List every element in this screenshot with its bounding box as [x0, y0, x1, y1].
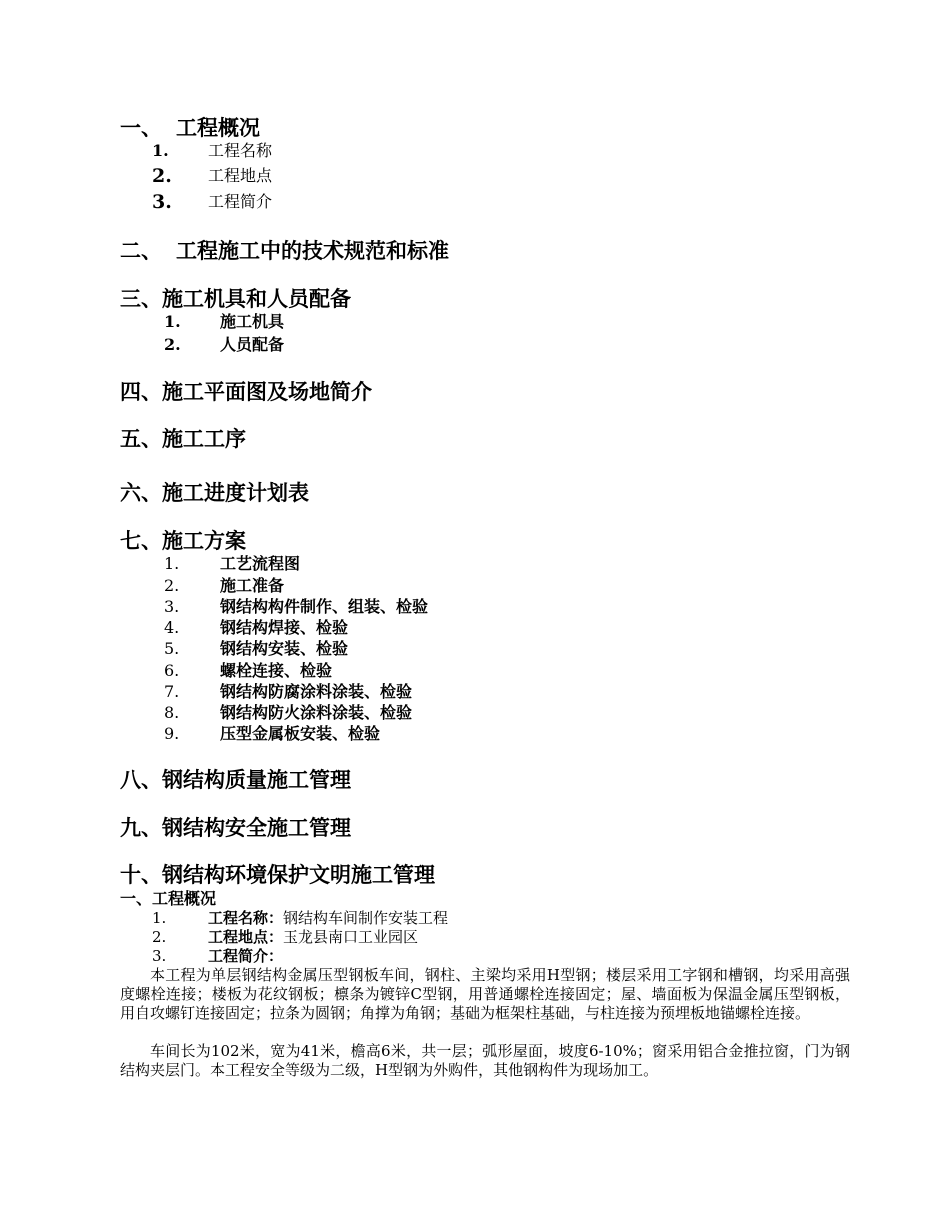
toc-heading-1	[120, 115, 260, 141]
toc-heading-6	[120, 480, 309, 506]
toc-heading-5	[120, 426, 246, 452]
toc-item-number: 7.	[164, 682, 180, 701]
toc-item-number: 2.	[164, 576, 180, 595]
toc-heading-7	[120, 528, 246, 554]
project-name-value: 钢结构车间制作安装工程	[283, 909, 449, 927]
toc-heading-title: 钢结构质量施工管理	[162, 767, 351, 792]
toc-heading-title: 钢结构环境保护文明施工管理	[162, 862, 435, 887]
toc-item-number: 2.	[152, 165, 172, 187]
toc-heading-title: 钢结构安全施工管理	[162, 815, 351, 840]
item-label	[208, 928, 418, 947]
toc-item-label: 钢结构焊接、检验	[220, 618, 349, 637]
toc-item-label: 人员配备	[220, 335, 285, 354]
intro-paragraph-1: 本工程为单层钢结构金属压型钢板车间，钢柱、主梁均采用H型钢；楼层采用工字钢和槽钢，均采用高强度螺栓连接；楼板为花纹钢板；檩条为镀锌C型钢，用普通螺栓连接固定；屋、墙面板为保温金属压型钢板，用自攻螺钉连接固定；拉条为圆钢；角撑为角钢；基础为框架柱基础，与柱连接为预埋板地锚螺栓连接。	[120, 966, 850, 1022]
toc-heading-9	[120, 815, 351, 841]
toc-heading-number: 二、	[120, 238, 162, 263]
toc-item-number: 8.	[164, 703, 180, 722]
toc-item-label: 施工准备	[220, 576, 285, 595]
toc-heading-number: 十、	[120, 862, 162, 887]
toc-item-label: 钢结构安装、检验	[220, 639, 349, 658]
toc-item-label: 钢结构构件制作、组装、检验	[220, 597, 429, 616]
toc-heading-number: 八、	[120, 767, 162, 792]
item-number: 2.	[152, 928, 167, 946]
toc-item-number: 1.	[164, 312, 181, 331]
toc-heading-title: 施工工序	[162, 426, 246, 451]
toc-item-number: 3.	[152, 191, 172, 213]
toc-item-label: 压型金属板安装、检验	[220, 724, 381, 743]
item-number: 1.	[152, 909, 167, 927]
toc-heading-title: 施工平面图及场地简介	[162, 379, 372, 404]
toc-heading-10	[120, 862, 435, 888]
toc-item-label: 工程名称	[208, 141, 273, 160]
toc-heading-4	[120, 379, 372, 405]
toc-item-label: 工程简介	[208, 192, 273, 211]
toc-heading-3	[120, 286, 351, 312]
project-name-label: 工程名称：	[208, 909, 284, 927]
toc-item-number: 9.	[164, 724, 180, 743]
toc-heading-8	[120, 767, 351, 793]
toc-item-label: 螺栓连接、检验	[220, 661, 333, 680]
item-label	[208, 947, 283, 966]
intro-paragraph-2: 车间长为102米，宽为41米，檐高6米，共一层；弧形屋面，坡度6-10%；窗采用铝合金推拉窗，门为钢结构夹层门。本工程安全等级为二级，H型钢为外购件，其他钢构件为现场加工。	[120, 1042, 850, 1079]
item-label	[208, 909, 448, 928]
toc-item-number: 2.	[164, 335, 181, 354]
toc-item-number: 4.	[164, 618, 180, 637]
toc-item-label: 施工机具	[220, 312, 285, 331]
toc-heading-number: 四、	[120, 379, 162, 404]
toc-heading-number: 六、	[120, 480, 162, 505]
toc-heading-number: 九、	[120, 815, 162, 840]
toc-heading-number: 七、	[120, 528, 162, 553]
toc-item-number: 1.	[152, 141, 169, 160]
item-number: 3.	[152, 947, 167, 965]
toc-heading-title: 施工进度计划表	[162, 480, 309, 505]
toc-heading-number: 一、	[120, 115, 162, 140]
project-location-value: 玉龙县南口工业园区	[283, 928, 419, 946]
toc-heading-title: 工程施工中的技术规范和标准	[176, 238, 449, 263]
toc-heading-2	[120, 238, 449, 264]
toc-item-label: 钢结构防腐涂料涂装、检验	[220, 682, 413, 701]
toc-heading-number: 五、	[120, 426, 162, 451]
toc-heading-number: 三、	[120, 286, 162, 311]
toc-heading-title: 工程概况	[176, 115, 260, 140]
toc-item-number: 1.	[164, 554, 180, 573]
toc-heading-title: 施工机具和人员配备	[162, 286, 351, 311]
project-intro-label: 工程简介：	[208, 947, 284, 965]
toc-item-label: 工程地点	[208, 166, 273, 185]
toc-heading-title: 施工方案	[162, 528, 246, 553]
toc-item-number: 5.	[164, 639, 180, 658]
project-location-label: 工程地点：	[208, 928, 284, 946]
toc-item-number: 6.	[164, 661, 180, 680]
section-heading: 一、工程概况	[120, 889, 217, 908]
toc-item-number: 3.	[164, 597, 180, 616]
toc-item-label: 工艺流程图	[220, 554, 301, 573]
toc-item-label: 钢结构防火涂料涂装、检验	[220, 703, 413, 722]
